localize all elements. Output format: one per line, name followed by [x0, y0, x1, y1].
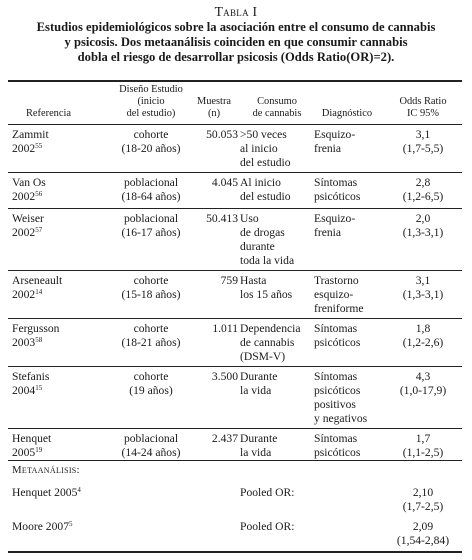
row-rule	[8, 460, 462, 461]
bottom-rule	[8, 551, 462, 553]
header-referencia: Referencia	[26, 108, 71, 119]
row-rule	[8, 270, 462, 271]
header-odds: Odds Ratio IC 95%	[399, 96, 447, 119]
row-rule	[8, 208, 462, 209]
table-title	[6, 20, 466, 65]
title-line: y psicosis. Dos metaanálisis coinciden en que consumir cannabis	[64, 35, 408, 49]
table-caption: Tabla I	[214, 4, 258, 19]
header-diagnostico: Diagnóstico	[321, 108, 373, 119]
title-line: Estudios epidemiológicos sobre la asociación entre el consumo de cannabis	[36, 20, 436, 34]
row-rule	[8, 366, 462, 367]
top-rule	[8, 80, 462, 82]
header-consumo: Consumo de cannabis	[252, 96, 302, 119]
header-rule	[8, 124, 462, 125]
row-rule	[8, 172, 462, 173]
meta-section-label: Metaanálisis:	[12, 464, 80, 476]
row-rule	[8, 318, 462, 319]
row-rule	[8, 428, 462, 429]
header-muestra: Muestra (n)	[196, 96, 232, 119]
header-diseno: Diseño Estudio (inicio del estudio)	[119, 84, 183, 119]
title-line: dobla el riesgo de desarrollar psicosis (Odds Ratio(OR)=2).	[77, 50, 395, 64]
